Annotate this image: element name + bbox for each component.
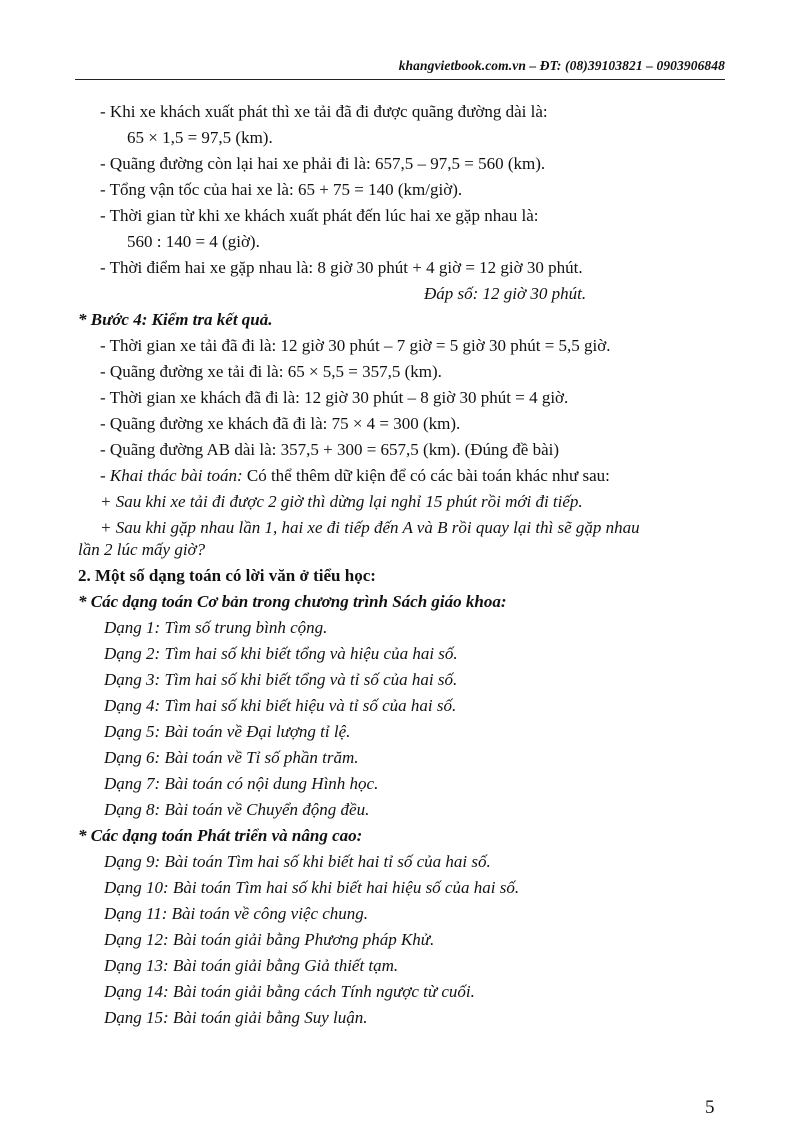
list-item: Dạng 4: Tìm hai số khi biết hiệu và tỉ số của hai số.: [104, 696, 457, 715]
answer-line: Đáp số: 12 giờ 30 phút.: [424, 284, 587, 303]
solution-line: - Thời gian từ khi xe khách xuất phát đến lúc hai xe gặp nhau là:: [100, 206, 539, 225]
explore-label: - Khai thác bài toán:: [100, 466, 243, 485]
extension-line: + Sau khi xe tải đi được 2 giờ thì dừng lại nghỉ 15 phút rồi mới đi tiếp.: [100, 492, 583, 511]
explore-text: Có thể thêm dữ kiện để có các bài toán khác như sau:: [242, 466, 610, 485]
solution-line: - Thời điểm hai xe gặp nhau là: 8 giờ 30 phút + 4 giờ = 12 giờ 30 phút.: [100, 258, 583, 277]
section-title: 2. Một số dạng toán có lời văn ở tiểu học:: [78, 566, 376, 585]
solution-line: 65 × 1,5 = 97,5 (km).: [127, 128, 273, 147]
list-item: Dạng 8: Bài toán về Chuyển động đều.: [104, 800, 370, 819]
solution-line: - Khi xe khách xuất phát thì xe tải đã đi được quãng đường dài là:: [100, 102, 548, 121]
list-item: Dạng 14: Bài toán giải bằng cách Tính ngược từ cuối.: [104, 982, 475, 1001]
solution-line: 560 : 140 = 4 (giờ).: [127, 232, 260, 251]
solution-line: - Tổng vận tốc của hai xe là: 65 + 75 = 140 (km/giờ).: [100, 180, 463, 199]
check-line: - Thời gian xe tải đã đi là: 12 giờ 30 phút – 7 giờ = 5 giờ 30 phút = 5,5 giờ.: [100, 336, 611, 355]
list-item: Dạng 1: Tìm số trung bình cộng.: [104, 618, 328, 637]
check-line: - Quãng đường AB dài là: 357,5 + 300 = 657,5 (km). (Đúng đề bài): [100, 440, 560, 459]
list-item: Dạng 12: Bài toán giải bằng Phương pháp Khử.: [104, 930, 435, 949]
list-item: Dạng 9: Bài toán Tìm hai số khi biết hai tỉ số của hai số.: [104, 852, 491, 871]
list-item: Dạng 15: Bài toán giải bằng Suy luận.: [104, 1008, 368, 1027]
list-item: Dạng 11: Bài toán về công việc chung.: [104, 904, 369, 923]
explore-line: [100, 466, 610, 486]
header-rule: [75, 79, 725, 80]
step4-heading: * Bước 4: Kiểm tra kết quả.: [78, 310, 273, 329]
list-item: Dạng 2: Tìm hai số khi biết tổng và hiệu của hai số.: [104, 644, 458, 663]
list-item: Dạng 3: Tìm hai số khi biết tổng và tỉ số của hai số.: [104, 670, 458, 689]
basic-heading: * Các dạng toán Cơ bản trong chương trình Sách giáo khoa:: [78, 592, 507, 611]
page-header: khangvietbook.com.vn – ĐT: (08)39103821 – 0903906848: [398, 58, 725, 73]
list-item: Dạng 6: Bài toán về Tỉ số phần trăm.: [104, 748, 359, 767]
list-item: Dạng 7: Bài toán có nội dung Hình học.: [104, 774, 379, 793]
check-line: - Quãng đường xe tải đi là: 65 × 5,5 = 357,5 (km).: [100, 362, 442, 381]
extension-line: + Sau khi gặp nhau lần 1, hai xe đi tiếp đến A và B rồi quay lại thì sẽ gặp nhau: [100, 518, 640, 537]
list-item: Dạng 13: Bài toán giải bằng Giả thiết tạm.: [104, 956, 399, 975]
advanced-heading: * Các dạng toán Phát triển và nâng cao:: [78, 826, 363, 845]
check-line: - Thời gian xe khách đã đi là: 12 giờ 30 phút – 8 giờ 30 phút = 4 giờ.: [100, 388, 569, 407]
list-item: Dạng 10: Bài toán Tìm hai số khi biết hai hiệu số của hai số.: [104, 878, 520, 897]
list-item: Dạng 5: Bài toán về Đại lượng tỉ lệ.: [104, 722, 351, 741]
extension-line: lần 2 lúc mấy giờ?: [78, 540, 206, 559]
check-line: - Quãng đường xe khách đã đi là: 75 × 4 = 300 (km).: [100, 414, 461, 433]
solution-line: - Quãng đường còn lại hai xe phải đi là: 657,5 – 97,5 = 560 (km).: [100, 154, 546, 173]
page-number: 5: [705, 1097, 715, 1118]
